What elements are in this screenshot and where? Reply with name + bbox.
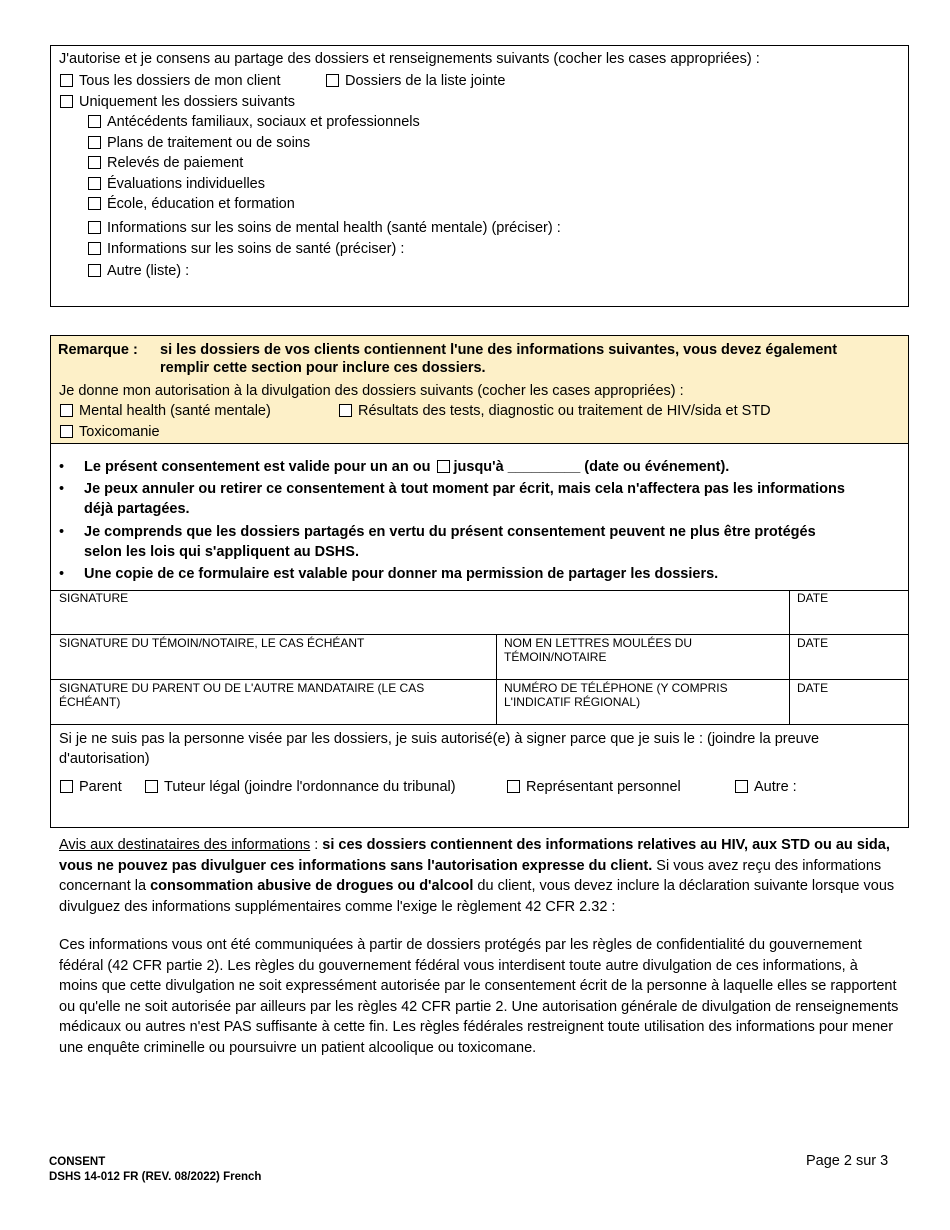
- opt-other: Autre :: [735, 778, 797, 796]
- checkbox-drug[interactable]: [60, 425, 73, 438]
- date-field-3[interactable]: DATE: [797, 681, 829, 695]
- bullet-copy: • Une copie de ce formulaire est valable pour donner ma permission de partager les dossiers.: [59, 566, 719, 582]
- checkbox-history[interactable]: [88, 115, 101, 128]
- sig-row-line-3: [50, 679, 909, 680]
- remark-text-1: si les dossiers de vos clients contiennent l'une des informations suivantes, vous devez également: [160, 342, 838, 358]
- opt-drug: Toxicomanie: [60, 423, 160, 441]
- phone-field[interactable]: NUMÉRO DE TÉLÉPHONE (Y COMPRIS L'INDICATIF RÉGIONAL): [504, 681, 728, 709]
- checkbox-guardian[interactable]: [145, 780, 158, 793]
- checkbox-mental-health-care[interactable]: [88, 221, 101, 234]
- checkbox-all-records[interactable]: [60, 74, 73, 87]
- bullet-dot: •: [59, 481, 65, 497]
- parent-signature-field[interactable]: SIGNATURE DU PARENT OU DE L'AUTRE MANDATAIRE (LE CAS ÉCHÉANT): [59, 681, 425, 709]
- notice-heading: Avis aux destinataires des informations: [59, 837, 311, 853]
- bullet-revoke: • Je peux annuler ou retirer ce consentement à tout moment par écrit, mais cela n'affectera pas les informations déjà partagées.: [59, 481, 845, 517]
- checkbox-attached-list[interactable]: [326, 74, 339, 87]
- remark-text-2: remplir cette section pour inclure ces dossiers.: [160, 360, 486, 376]
- checkbox-parent[interactable]: [60, 780, 73, 793]
- sub-item: Plans de traitement ou de soins: [88, 134, 310, 152]
- checkbox-education[interactable]: [88, 197, 101, 210]
- checkbox-treatment-plans[interactable]: [88, 136, 101, 149]
- opt-mental-health: Mental health (santé mentale): [60, 402, 271, 420]
- opt-guardian: Tuteur légal (joindre l'ordonnance du tribunal): [145, 778, 456, 796]
- sub-item: Autre (liste) :: [88, 262, 189, 280]
- checkbox-personal-rep[interactable]: [507, 780, 520, 793]
- sub-item: École, éducation et formation: [88, 195, 295, 213]
- opt-personal-rep: Représentant personnel: [507, 778, 681, 796]
- authority-text: Si je ne suis pas la personne visée par les dossiers, je suis autorisé(e) à signer parce que je suis le : (joindre la preuve d'autorisation): [59, 731, 820, 767]
- sig-row-line-4: [50, 724, 909, 725]
- checkbox-hiv[interactable]: [339, 404, 352, 417]
- footer-form-id: DSHS 14-012 FR (REV. 08/2022) French: [49, 1171, 262, 1183]
- checkbox-payment-records[interactable]: [88, 156, 101, 169]
- bullet-dot: •: [59, 459, 65, 475]
- opt-attached-list: Dossiers de la liste jointe: [326, 72, 505, 90]
- notice-paragraph-2: Ces informations vous ont été communiquées à partir de dossiers protégés par les règles de confidentialité du gouvernement fédéral (42 CFR partie 2). Les règles du gouvernement fédéral vous interdisent toute autre divulgation de ces informations, à moins que cette divulgation ne soit expressément autorisée par le consentement écrit de la personne à laquelle elles se rapportent ou qu'elle ne soit autorisée par ailleurs par les règles 42 CFR partie 2. Une autorisation générale de divulgation de renseignements médicaux ou autres n'est PAS suffisante à cette fin. Les règles fédérales restreignent toute utilisation des informations pour mener une enquête criminelle ou poursuivre un patient alcoolique ou toxicomane.: [59, 937, 899, 1056]
- bullet-dot: •: [59, 566, 65, 582]
- notice-paragraph-1: Avis aux destinataires des informations : si ces dossiers contiennent des informations relatives au HIV, aux STD ou au sida, vous ne pouvez pas divulguer ces informations sans l'autorisation expresse du client. Si vous avez reçu des informations concernant la consommation abusive de drogues ou d'alcool du client, vous devez inclure la déclaration suivante lorsque vous divulguez des informations supplémentaires comme l'exige le règlement 42 CFR 2.32 :: [59, 837, 895, 915]
- page-number: Page 2 sur 3: [806, 1153, 889, 1169]
- checkbox-other[interactable]: [735, 780, 748, 793]
- sub-item: Informations sur les soins de mental health (santé mentale) (préciser) :: [88, 219, 561, 237]
- sub-item: Évaluations individuelles: [88, 175, 265, 193]
- bullet-dot: •: [59, 524, 65, 540]
- sub-item: Relevés de paiement: [88, 154, 243, 172]
- checkbox-health-care[interactable]: [88, 242, 101, 255]
- checkbox-mental-health[interactable]: [60, 404, 73, 417]
- remark-label: Remarque :: [58, 342, 138, 358]
- records-intro: J'autorise et je consens au partage des dossiers et renseignements suivants (cocher les cases appropriées) :: [59, 51, 760, 67]
- bullet-protection: • Je comprends que les dossiers partagés en vertu du présent consentement peuvent ne plus être protégés selon les lois qui s'appliquent au DSHS.: [59, 524, 816, 560]
- sub-item: Antécédents familiaux, sociaux et professionnels: [88, 113, 420, 131]
- checkbox-until[interactable]: [437, 460, 450, 473]
- sub-item: Informations sur les soins de santé (préciser) :: [88, 240, 404, 258]
- signature-field[interactable]: SIGNATURE: [59, 591, 129, 605]
- witness-name-field[interactable]: NOM EN LETTRES MOULÉES DU TÉMOIN/NOTAIRE: [504, 636, 693, 664]
- opt-all-records: Tous les dossiers de mon client: [60, 72, 281, 90]
- footer-form-name: CONSENT: [49, 1156, 106, 1168]
- sig-row-line-2: [50, 634, 909, 635]
- checkbox-other-list[interactable]: [88, 264, 101, 277]
- remark-consent-text: Je donne mon autorisation à la divulgation des dossiers suivants (cocher les cases appropriées) :: [59, 383, 684, 399]
- checkbox-only-following[interactable]: [60, 95, 73, 108]
- opt-parent: Parent: [60, 778, 122, 796]
- date-field-2[interactable]: DATE: [797, 636, 829, 650]
- bullet-validity: • Le présent consentement est valide pour un an ou jusqu'à _________ (date ou événement).: [59, 459, 730, 475]
- sig-col-date: [789, 590, 790, 724]
- date-field-1[interactable]: DATE: [797, 591, 829, 605]
- opt-hiv: Résultats des tests, diagnostic ou traitement de HIV/sida et STD: [339, 402, 771, 420]
- witness-signature-field[interactable]: SIGNATURE DU TÉMOIN/NOTAIRE, LE CAS ÉCHÉANT: [59, 636, 365, 650]
- sig-col-mid: [496, 634, 497, 724]
- opt-only-following: Uniquement les dossiers suivants: [60, 93, 295, 111]
- checkbox-evaluations[interactable]: [88, 177, 101, 190]
